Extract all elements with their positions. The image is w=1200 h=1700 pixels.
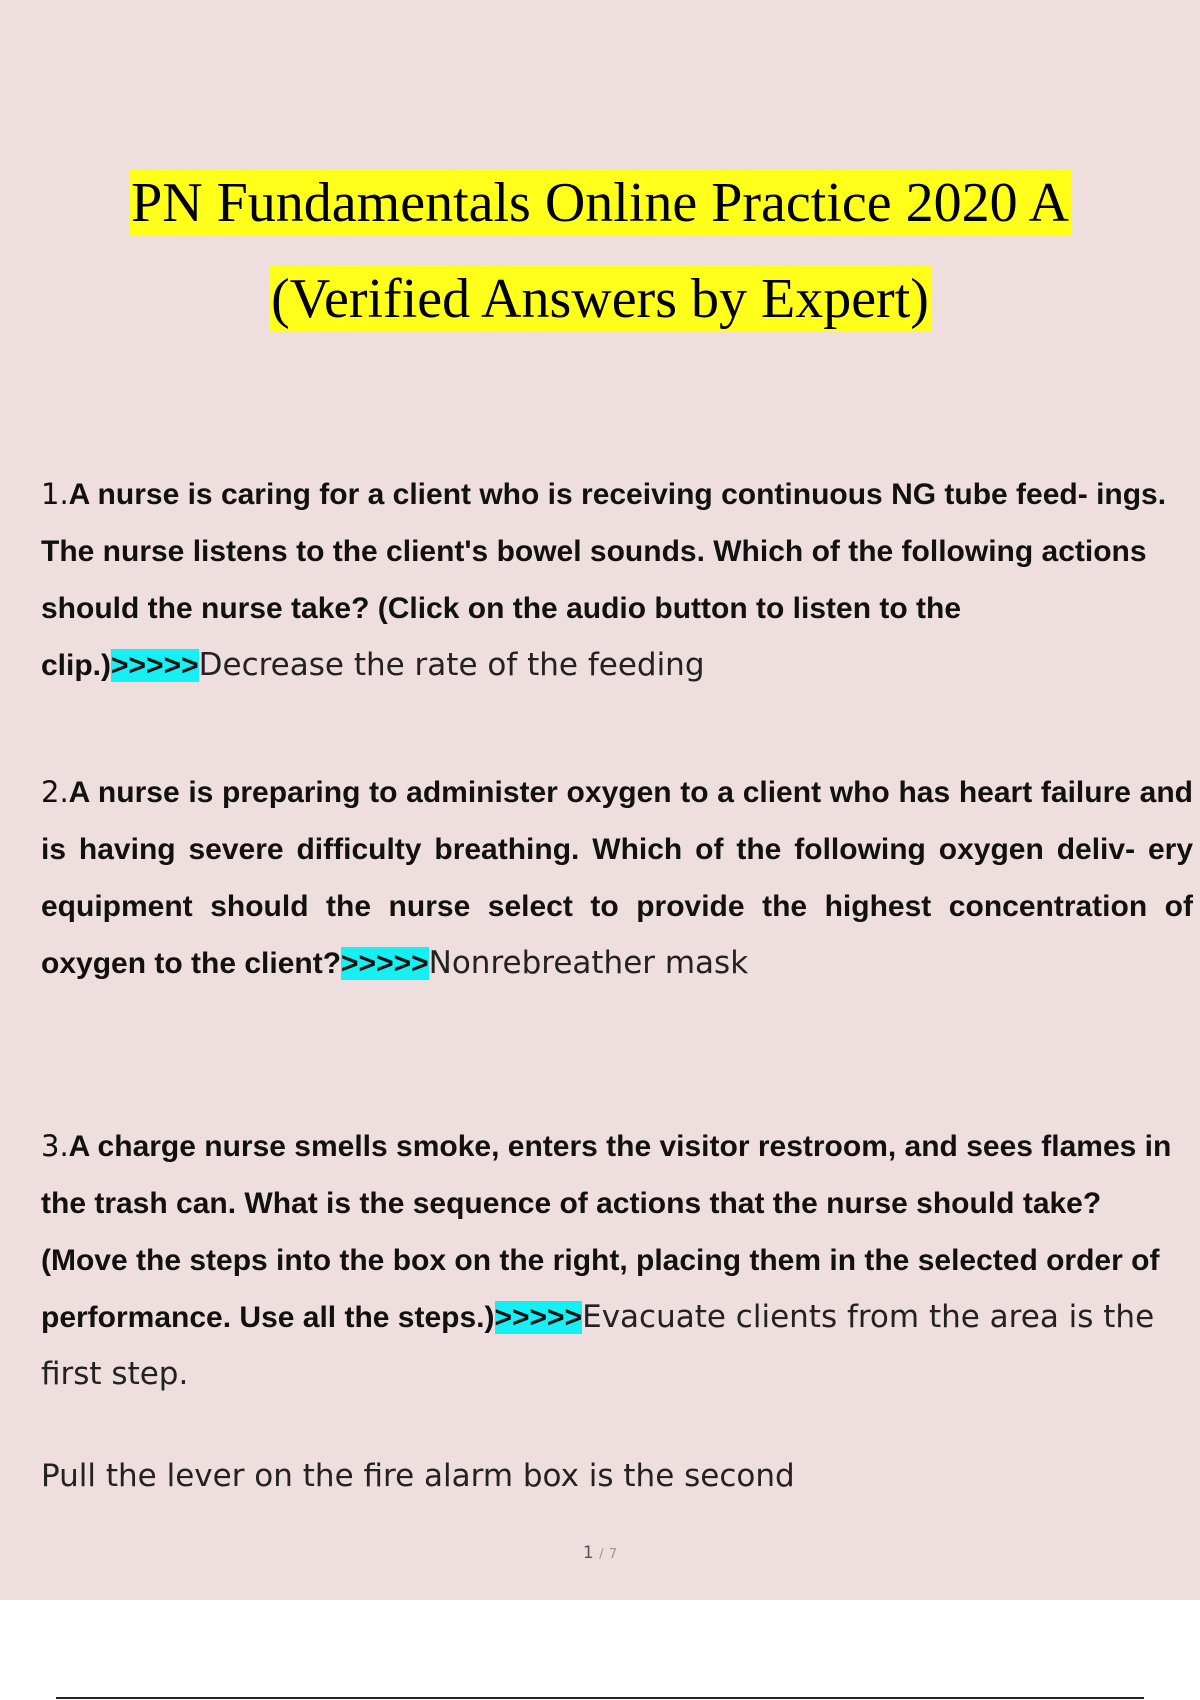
title-line-1: PN Fundamentals Online Practice 2020 A [131, 172, 1069, 234]
answer-text: Nonrebreather mask [428, 945, 749, 981]
question-2 [41, 764, 1193, 992]
answer-marker: >>>>> [111, 649, 199, 682]
page-total: 7 [608, 1547, 618, 1562]
question-3 [41, 1118, 1193, 1402]
answer-text: Evacuate clients from the area is the first step. [41, 1299, 1155, 1392]
question-text: A charge nurse smells smoke, enters the visitor restroom, and sees flames in the trash can. What is the sequence of actions that the nurse should take? (Move the steps into the box on the right, placing them in the selected order of performance. Use all the steps.) [41, 1130, 1172, 1334]
answer-marker: >>>>> [341, 947, 429, 980]
question-text: A nurse is caring for a client who is receiving continuous NG tube feed- ings. The nurse listens to the client's bowel sounds. Which of the following actions should the nurse take? (Click on the audio button to listen to the clip.) [41, 478, 1167, 682]
answer-text: Decrease the rate of the feeding [198, 647, 705, 683]
page-separator: / [599, 1547, 604, 1562]
question-number: 3. [41, 1129, 69, 1163]
question-text: A nurse is preparing to administer oxygen to a client who has heart failure and is having severe difficulty breathing. Which of the following oxygen deliv- ery equipment should the nurse select to provide the highest concentration of oxygen to the client? [41, 776, 1193, 980]
answer-marker: >>>>> [494, 1301, 583, 1334]
bottom-divider [56, 1697, 1144, 1699]
page-indicator [0, 1543, 1200, 1563]
question-number: 1. [41, 477, 69, 511]
document-title [0, 170, 1200, 362]
question-1 [41, 466, 1193, 694]
page-current: 1 [582, 1543, 594, 1563]
title-line-2: (Verified Answers by Expert) [271, 268, 929, 330]
question-number: 2. [41, 775, 69, 809]
continuation-line: Pull the lever on the fire alarm box is the second [41, 1458, 795, 1494]
